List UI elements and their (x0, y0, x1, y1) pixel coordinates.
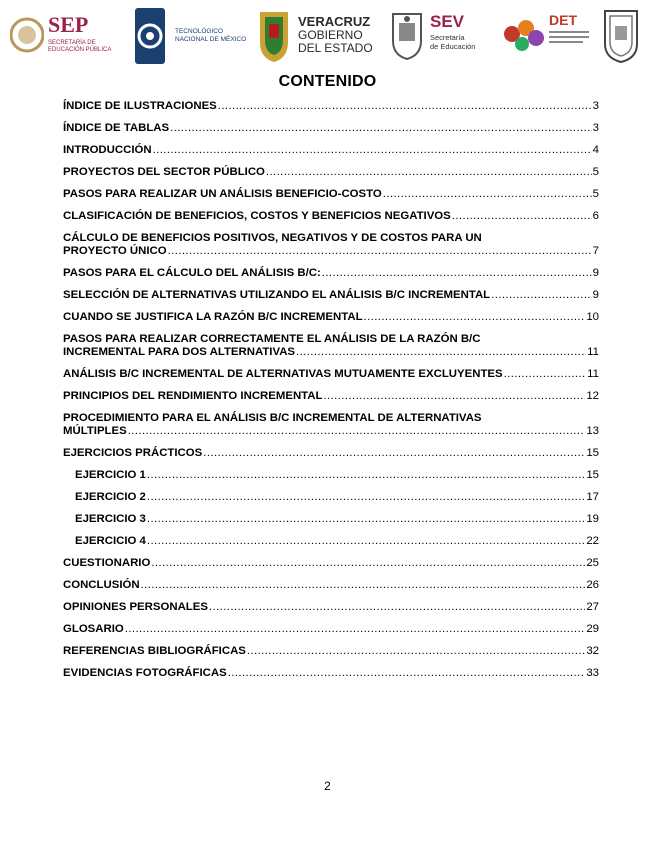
toc-leader-dots (228, 667, 586, 680)
toc-subentry[interactable] (63, 469, 599, 482)
toc-page-number: 13 (586, 425, 599, 437)
toc-entry-label: CUANDO SE JUSTIFICA LA RAZÓN B/C INCREMENTAL (63, 311, 363, 323)
det-small-text-line (549, 41, 583, 43)
det-logo (502, 6, 594, 66)
toc-page-number: 26 (586, 579, 599, 591)
toc-entry-label: CUESTIONARIO (63, 557, 151, 569)
toc-entry[interactable] (63, 333, 599, 359)
toc-entry-label-line-2: PROYECTO ÚNICO (63, 245, 167, 257)
det-small-text-line (549, 31, 589, 33)
toc-page-number: 32 (586, 645, 599, 657)
sep-eagle-emblem-icon (10, 14, 44, 56)
toc-leader-dots (141, 579, 586, 592)
toc-entry-label: SELECCIÓN DE ALTERNATIVAS UTILIZANDO EL ANÁLISIS B/C INCREMENTAL (63, 289, 491, 301)
toc-entry-label-line-2: MÚLTIPLES (63, 425, 127, 437)
toc-leader-dots (322, 267, 592, 280)
sev-line-2: de Educación (430, 42, 476, 51)
toc-page-number: 4 (592, 144, 599, 156)
toc-entry-label: CONCLUSIÓN (63, 579, 140, 591)
det-emblem-icon (502, 16, 546, 56)
toc-entry-label: ANÁLISIS B/C INCREMENTAL DE ALTERNATIVAS MUTUAMENTE EXCLUYENTES (63, 368, 503, 380)
toc-entry-label: CLASIFICACIÓN DE BENEFICIOS, COSTOS Y BENEFICIOS NEGATIVOS (63, 210, 451, 222)
toc-leader-dots (203, 447, 585, 460)
sep-subtitle-2: EDUCACIÓN PÚBLICA (48, 47, 112, 53)
veracruz-line-1: VERACRUZ (298, 14, 371, 29)
sep-subtitle-1: SECRETARÍA DE (48, 40, 96, 46)
toc-leader-dots (153, 144, 592, 157)
toc-entry[interactable] (63, 232, 599, 258)
toc-entry-label-line-2: INCREMENTAL PARA DOS ALTERNATIVAS (63, 346, 296, 358)
institute-seal (601, 6, 641, 66)
toc-entry-label: OPINIONES PERSONALES (63, 601, 208, 613)
toc-leader-dots (151, 557, 585, 570)
toc-entry[interactable] (63, 289, 599, 302)
toc-entry[interactable] (63, 210, 599, 223)
toc-leader-dots (383, 188, 592, 201)
toc-page-number: 11 (587, 346, 599, 358)
toc-leader-dots (491, 289, 592, 302)
toc-entry[interactable] (63, 311, 599, 324)
toc-entry[interactable] (63, 390, 599, 403)
sev-logo (390, 6, 490, 66)
tecnm-line-2: NACIONAL DE MÉXICO (175, 36, 247, 43)
page-number: 2 (324, 779, 331, 793)
header-logos (0, 6, 655, 66)
toc-page-number: 15 (586, 447, 599, 459)
toc-entry[interactable] (63, 623, 599, 636)
toc-entry[interactable] (63, 122, 599, 135)
toc-entry-label: ÍNDICE DE TABLAS (63, 122, 170, 134)
toc-entry-label-line-1: PASOS PARA REALIZAR CORRECTAMENTE EL ANÁLISIS DE LA RAZÓN B/C (63, 333, 481, 345)
toc-page-number: 17 (586, 491, 599, 503)
toc-entry-label: GLOSARIO (63, 623, 124, 635)
toc-leader-dots (168, 245, 592, 258)
toc-page-number: 5 (592, 188, 599, 200)
toc-entry-label: INTRODUCCIÓN (63, 144, 152, 156)
sev-shield-icon (390, 11, 424, 61)
toc-page-number: 19 (586, 513, 599, 525)
toc-entry[interactable] (63, 447, 599, 460)
page-title: CONTENIDO (278, 73, 377, 90)
toc-entry[interactable] (63, 667, 599, 680)
toc-page-number: 3 (592, 122, 599, 134)
sev-line-1: Secretaría (430, 33, 465, 42)
toc-entry[interactable] (63, 579, 599, 592)
toc-leader-dots (147, 491, 585, 504)
toc-leader-dots (147, 535, 585, 548)
toc-leader-dots (247, 645, 585, 658)
tecnm-gear-icon (133, 8, 167, 64)
toc-leader-dots (128, 425, 586, 438)
toc-entry-label-line-1: PROCEDIMIENTO PARA EL ANÁLISIS B/C INCREMENTAL DE ALTERNATIVAS (63, 412, 482, 424)
toc-page-number: 27 (586, 601, 599, 613)
veracruz-line-3: DEL ESTADO (298, 41, 373, 55)
sev-title: SEV (430, 12, 465, 31)
institute-seal-icon (601, 8, 641, 64)
toc-entry[interactable] (63, 100, 599, 113)
toc-subentry[interactable] (63, 491, 599, 504)
toc-leader-dots (323, 390, 585, 403)
veracruz-shield-icon (256, 8, 292, 64)
toc-entry-label: EJERCICIO 3 (75, 513, 146, 525)
toc-subentry[interactable] (63, 513, 599, 526)
toc-page-number: 6 (592, 210, 599, 222)
toc-leader-dots (266, 166, 592, 179)
toc-page-number: 12 (586, 390, 599, 402)
toc-subentry[interactable] (63, 535, 599, 548)
tecnm-logo (133, 6, 247, 66)
toc-page-number: 7 (592, 245, 599, 257)
toc-leader-dots (218, 100, 592, 113)
toc-entry[interactable] (63, 166, 599, 179)
toc-entry[interactable] (63, 557, 599, 570)
toc-entry-label: EJERCICIO 4 (75, 535, 146, 547)
toc-page-number: 5 (592, 166, 599, 178)
toc-leader-dots (364, 311, 586, 324)
toc-page-number: 33 (586, 667, 599, 679)
table-of-contents (63, 100, 599, 689)
toc-leader-dots (209, 601, 585, 614)
toc-leader-dots (504, 368, 587, 381)
toc-entry[interactable] (63, 412, 599, 438)
toc-page-number: 25 (586, 557, 599, 569)
toc-entry[interactable] (63, 144, 599, 157)
toc-leader-dots (147, 469, 585, 482)
toc-entry-label: EJERCICIOS PRÁCTICOS (63, 447, 203, 459)
toc-entry[interactable] (63, 188, 599, 201)
toc-entry-label: PROYECTOS DEL SECTOR PÚBLICO (63, 166, 265, 178)
toc-leader-dots (296, 346, 586, 359)
toc-entry-label: PASOS PARA REALIZAR UN ANÁLISIS BENEFICIO-COSTO (63, 188, 382, 200)
det-small-text-line (549, 36, 589, 38)
toc-leader-dots (452, 210, 592, 223)
toc-entry[interactable] (63, 267, 599, 280)
toc-page-number: 11 (587, 368, 599, 380)
veracruz-line-2: GOBIERNO (298, 28, 363, 42)
toc-page-number: 22 (586, 535, 599, 547)
toc-entry[interactable] (63, 645, 599, 658)
veracruz-logo (256, 6, 373, 66)
toc-page-number: 9 (592, 267, 599, 279)
tecnm-line-1: TECNOLÓGICO (175, 28, 224, 35)
toc-entry[interactable] (63, 601, 599, 614)
toc-page-number: 9 (592, 289, 599, 301)
det-title: DET (549, 12, 577, 28)
toc-page-number: 10 (586, 311, 599, 323)
toc-page-number: 3 (592, 100, 599, 112)
toc-page-number: 29 (586, 623, 599, 635)
toc-entry-label: PRINCIPIOS DEL RENDIMIENTO INCREMENTAL (63, 390, 323, 402)
toc-entry-label: ÍNDICE DE ILUSTRACIONES (63, 100, 217, 112)
toc-entry-label: EJERCICIO 1 (75, 469, 146, 481)
toc-page-number: 15 (586, 469, 599, 481)
toc-entry-label-line-1: CÁLCULO DE BENEFICIOS POSITIVOS, NEGATIVOS Y DE COSTOS PARA UN (63, 232, 482, 244)
toc-entry-label: PASOS PARA EL CÁLCULO DEL ANÁLISIS B/C: (63, 267, 321, 279)
toc-entry-label: EVIDENCIAS FOTOGRÁFICAS (63, 667, 227, 679)
toc-leader-dots (147, 513, 585, 526)
sep-title: SEP (48, 12, 89, 37)
toc-entry-label: REFERENCIAS BIBLIOGRÁFICAS (63, 645, 246, 657)
toc-leader-dots (125, 623, 586, 636)
toc-leader-dots (170, 122, 592, 135)
sep-logo (10, 6, 120, 66)
toc-entry-label: EJERCICIO 2 (75, 491, 146, 503)
toc-entry[interactable] (63, 368, 599, 381)
